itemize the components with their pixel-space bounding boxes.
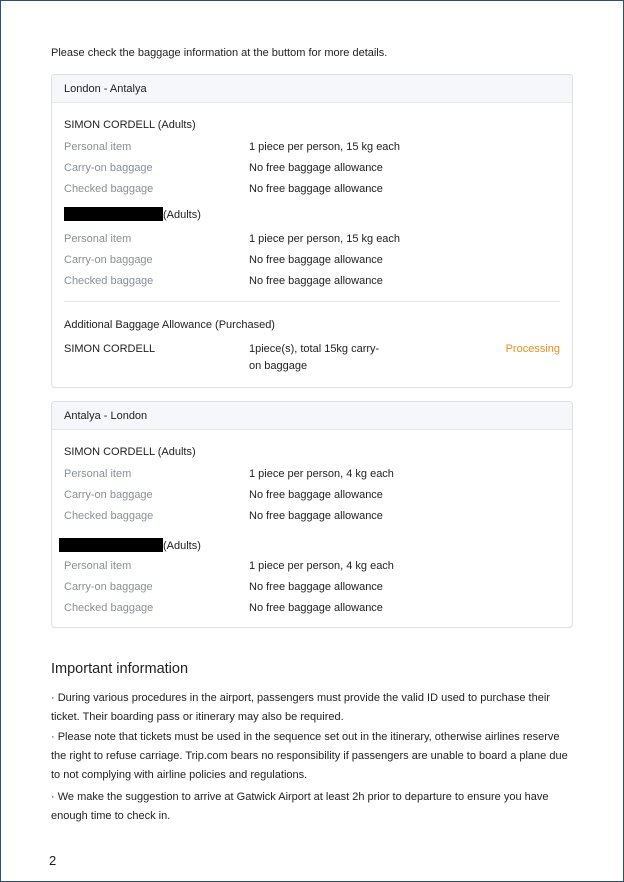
redaction-block — [64, 207, 163, 221]
segment-card-outbound — [51, 74, 573, 388]
baggage-row-checked — [64, 275, 560, 289]
baggage-value: 1 piece per person, 4 kg each — [249, 468, 394, 480]
redaction-block — [59, 538, 163, 552]
page-number: 2 — [49, 853, 57, 868]
additional-baggage-passenger: SIMON CORDELL — [64, 343, 156, 355]
baggage-row-carry-on — [64, 162, 560, 176]
passenger-name: SIMON CORDELL (Adults) — [64, 119, 196, 131]
segment-card-return — [51, 401, 573, 628]
passenger-name-redacted — [64, 207, 201, 221]
baggage-value: No free baggage allowance — [249, 162, 383, 174]
baggage-label: Personal item — [64, 468, 132, 480]
baggage-label: Checked baggage — [64, 183, 154, 195]
baggage-row-checked — [64, 183, 560, 197]
baggage-label: Personal item — [64, 233, 132, 245]
important-info-item: · Please note that tickets must be used in the sequence set out in the itinerary, otherwise airlines reserve the right to refuse carriage. Trip.com bears no responsibility if passengers are unable to board a plane due to not complying with airline policies and regulations. — [51, 731, 568, 781]
baggage-label: Personal item — [64, 141, 132, 153]
baggage-value: 1 piece per person, 15 kg each — [249, 141, 401, 153]
baggage-row-carry-on — [64, 581, 560, 595]
baggage-row-checked — [64, 510, 560, 524]
baggage-row-carry-on — [64, 254, 560, 268]
divider — [64, 301, 560, 302]
baggage-row-personal — [64, 560, 560, 574]
baggage-value: No free baggage allowance — [249, 275, 383, 287]
baggage-label: Checked baggage — [64, 275, 154, 287]
passenger-type: (Adults) — [163, 209, 201, 221]
baggage-value: No free baggage allowance — [249, 183, 383, 195]
baggage-value: No free baggage allowance — [249, 489, 383, 501]
baggage-row-carry-on — [64, 489, 560, 503]
segment-route: Antalya - London — [52, 402, 572, 430]
baggage-value: No free baggage allowance — [249, 602, 383, 614]
passenger-name: SIMON CORDELL (Adults) — [64, 446, 196, 458]
important-info-title: Important information — [51, 661, 189, 677]
important-info-item: · We make the suggestion to arrive at Gatwick Airport at least 2h prior to departure to ensure you have enough time to check in. — [51, 791, 549, 822]
baggage-row-personal — [64, 233, 560, 247]
baggage-value: 1 piece per person, 15 kg each — [249, 233, 401, 245]
baggage-label: Checked baggage — [64, 510, 154, 522]
baggage-label: Checked baggage — [64, 602, 154, 614]
baggage-value: 1 piece per person, 4 kg each — [249, 560, 394, 572]
baggage-value: No free baggage allowance — [249, 510, 383, 522]
baggage-value: No free baggage allowance — [249, 581, 383, 593]
baggage-label: Carry-on baggage — [64, 254, 153, 266]
baggage-row-checked — [64, 602, 560, 616]
baggage-value: No free baggage allowance — [249, 254, 383, 266]
baggage-row-personal — [64, 468, 560, 482]
baggage-label: Carry-on baggage — [64, 162, 153, 174]
important-info-item: · During various procedures in the airport, passengers must provide the valid ID used to purchase their ticket. Their boarding pass or itinerary may also be required. — [51, 692, 550, 723]
baggage-label: Personal item — [64, 560, 132, 572]
baggage-row-personal — [64, 141, 560, 155]
additional-baggage-title: Additional Baggage Allowance (Purchased) — [64, 319, 275, 331]
baggage-label: Carry-on baggage — [64, 489, 153, 501]
intro-text: Please check the baggage information at the buttom for more details. — [51, 47, 388, 59]
additional-baggage-status: Processing — [505, 343, 560, 355]
baggage-label: Carry-on baggage — [64, 581, 153, 593]
passenger-type: (Adults) — [163, 540, 201, 552]
segment-route: London - Antalya — [52, 75, 572, 103]
additional-baggage-description: 1piece(s), total 15kg carry-on baggage — [249, 343, 380, 372]
passenger-name-redacted — [59, 538, 201, 552]
